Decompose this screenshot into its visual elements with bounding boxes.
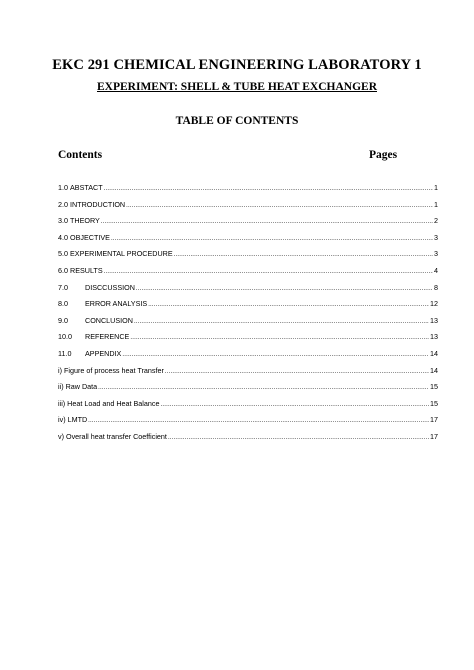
toc-entry-number: 11.0 <box>58 348 72 358</box>
toc-dot-leader <box>101 214 433 231</box>
toc-entry-label: ERROR ANALYSIS <box>85 299 148 309</box>
toc-entry-number: 2.0 <box>58 199 70 209</box>
toc-entry-label: ABSTACT <box>70 183 103 192</box>
toc-entry[interactable] <box>58 379 438 396</box>
toc-entry-label: REFERENCE <box>85 332 130 342</box>
toc-entry[interactable] <box>58 180 438 197</box>
toc-list <box>58 180 438 446</box>
toc-entry-label: THEORY <box>70 216 100 226</box>
toc-entry-page: 8 <box>434 282 438 292</box>
toc-entry-page: 1 <box>434 183 438 192</box>
toc-entry-number: 4.0 <box>58 232 70 242</box>
toc-entry[interactable] <box>58 263 438 280</box>
toc-entry[interactable] <box>58 296 438 313</box>
toc-entry-label: OBJECTIVE <box>70 232 110 242</box>
toc-entry[interactable] <box>58 313 438 330</box>
toc-entry[interactable] <box>58 213 438 230</box>
toc-entry-label: ii) Raw Data <box>58 382 98 392</box>
toc-entry[interactable] <box>58 246 438 263</box>
toc-entry-page: 14 <box>430 365 438 375</box>
toc-entry-number: 9.0 <box>58 315 68 325</box>
toc-entry-page: 17 <box>430 415 438 425</box>
toc-dot-leader <box>88 413 429 430</box>
toc-entry-page: 17 <box>430 431 438 441</box>
toc-dot-leader <box>98 380 429 397</box>
toc-entry-page: 4 <box>434 265 438 275</box>
toc-entry[interactable] <box>58 197 438 214</box>
toc-entry-page: 14 <box>430 348 438 358</box>
toc-entry-number: 7.0 <box>58 282 68 292</box>
toc-entry[interactable] <box>58 412 438 429</box>
toc-entry-label: CONCLUSION <box>85 315 133 325</box>
toc-dot-leader <box>126 198 433 215</box>
toc-entry-label: iii) Heat Load and Heat Balance <box>58 398 160 408</box>
toc-entry-label: APPENDIX <box>85 348 122 358</box>
toc-entry-number: 10.0 <box>58 332 72 342</box>
toc-dot-leader <box>168 430 429 447</box>
toc-entry-page: 2 <box>434 216 438 226</box>
toc-entry[interactable] <box>58 329 438 346</box>
toc-dot-leader <box>134 314 429 331</box>
toc-dot-leader <box>130 330 429 347</box>
toc-dot-leader <box>122 347 429 364</box>
toc-dot-leader <box>161 397 430 414</box>
toc-dot-leader <box>104 264 433 281</box>
toc-heading: TABLE OF CONTENTS <box>175 115 299 127</box>
toc-entry[interactable] <box>58 429 438 446</box>
experiment-subtitle: EXPERIMENT: SHELL & TUBE HEAT EXCHANGER <box>97 81 377 93</box>
toc-dot-leader <box>165 364 429 381</box>
toc-dot-leader <box>148 297 429 314</box>
toc-dot-leader <box>111 231 433 248</box>
toc-entry-page: 1 <box>434 199 438 209</box>
toc-entry-number: 1.0 <box>58 183 70 192</box>
toc-entry-page: 15 <box>430 398 438 408</box>
contents-column-header: Contents <box>58 149 103 161</box>
document-title: EKC 291 CHEMICAL ENGINEERING LABORATORY 1 <box>52 57 422 73</box>
toc-entry-label: iv) LMTD <box>58 415 88 425</box>
toc-entry-number: 6.0 <box>58 265 70 275</box>
toc-dot-leader <box>104 181 433 198</box>
toc-entry[interactable] <box>58 363 438 380</box>
toc-entry-number: 8.0 <box>58 299 68 309</box>
toc-entry-label: RESULTS <box>70 265 103 275</box>
toc-dot-leader <box>174 247 433 264</box>
toc-entry-number: 5.0 <box>58 249 70 259</box>
toc-entry-label: EXPERIMENTAL PROCEDURE <box>70 249 173 259</box>
toc-dot-leader <box>136 281 433 298</box>
toc-entry-page: 15 <box>430 382 438 392</box>
toc-entry-page: 12 <box>430 299 438 309</box>
toc-entry-page: 13 <box>430 315 438 325</box>
toc-entry-label: v) Overall heat transfer Coefficient <box>58 431 167 441</box>
toc-entry-label: DISCCUSSION <box>85 282 135 292</box>
toc-entry-label: i) Figure of process heat Transfer <box>58 365 164 375</box>
toc-entry[interactable] <box>58 396 438 413</box>
toc-entry[interactable] <box>58 346 438 363</box>
toc-entry-label: INTRODUCTION <box>70 199 126 209</box>
toc-entry-page: 13 <box>430 332 438 342</box>
toc-entry-page: 3 <box>434 232 438 242</box>
toc-entry-number: 3.0 <box>58 216 70 226</box>
pages-column-header: Pages <box>369 149 398 161</box>
toc-entry-page: 3 <box>434 249 438 259</box>
toc-entry[interactable] <box>58 230 438 247</box>
toc-entry[interactable] <box>58 280 438 297</box>
